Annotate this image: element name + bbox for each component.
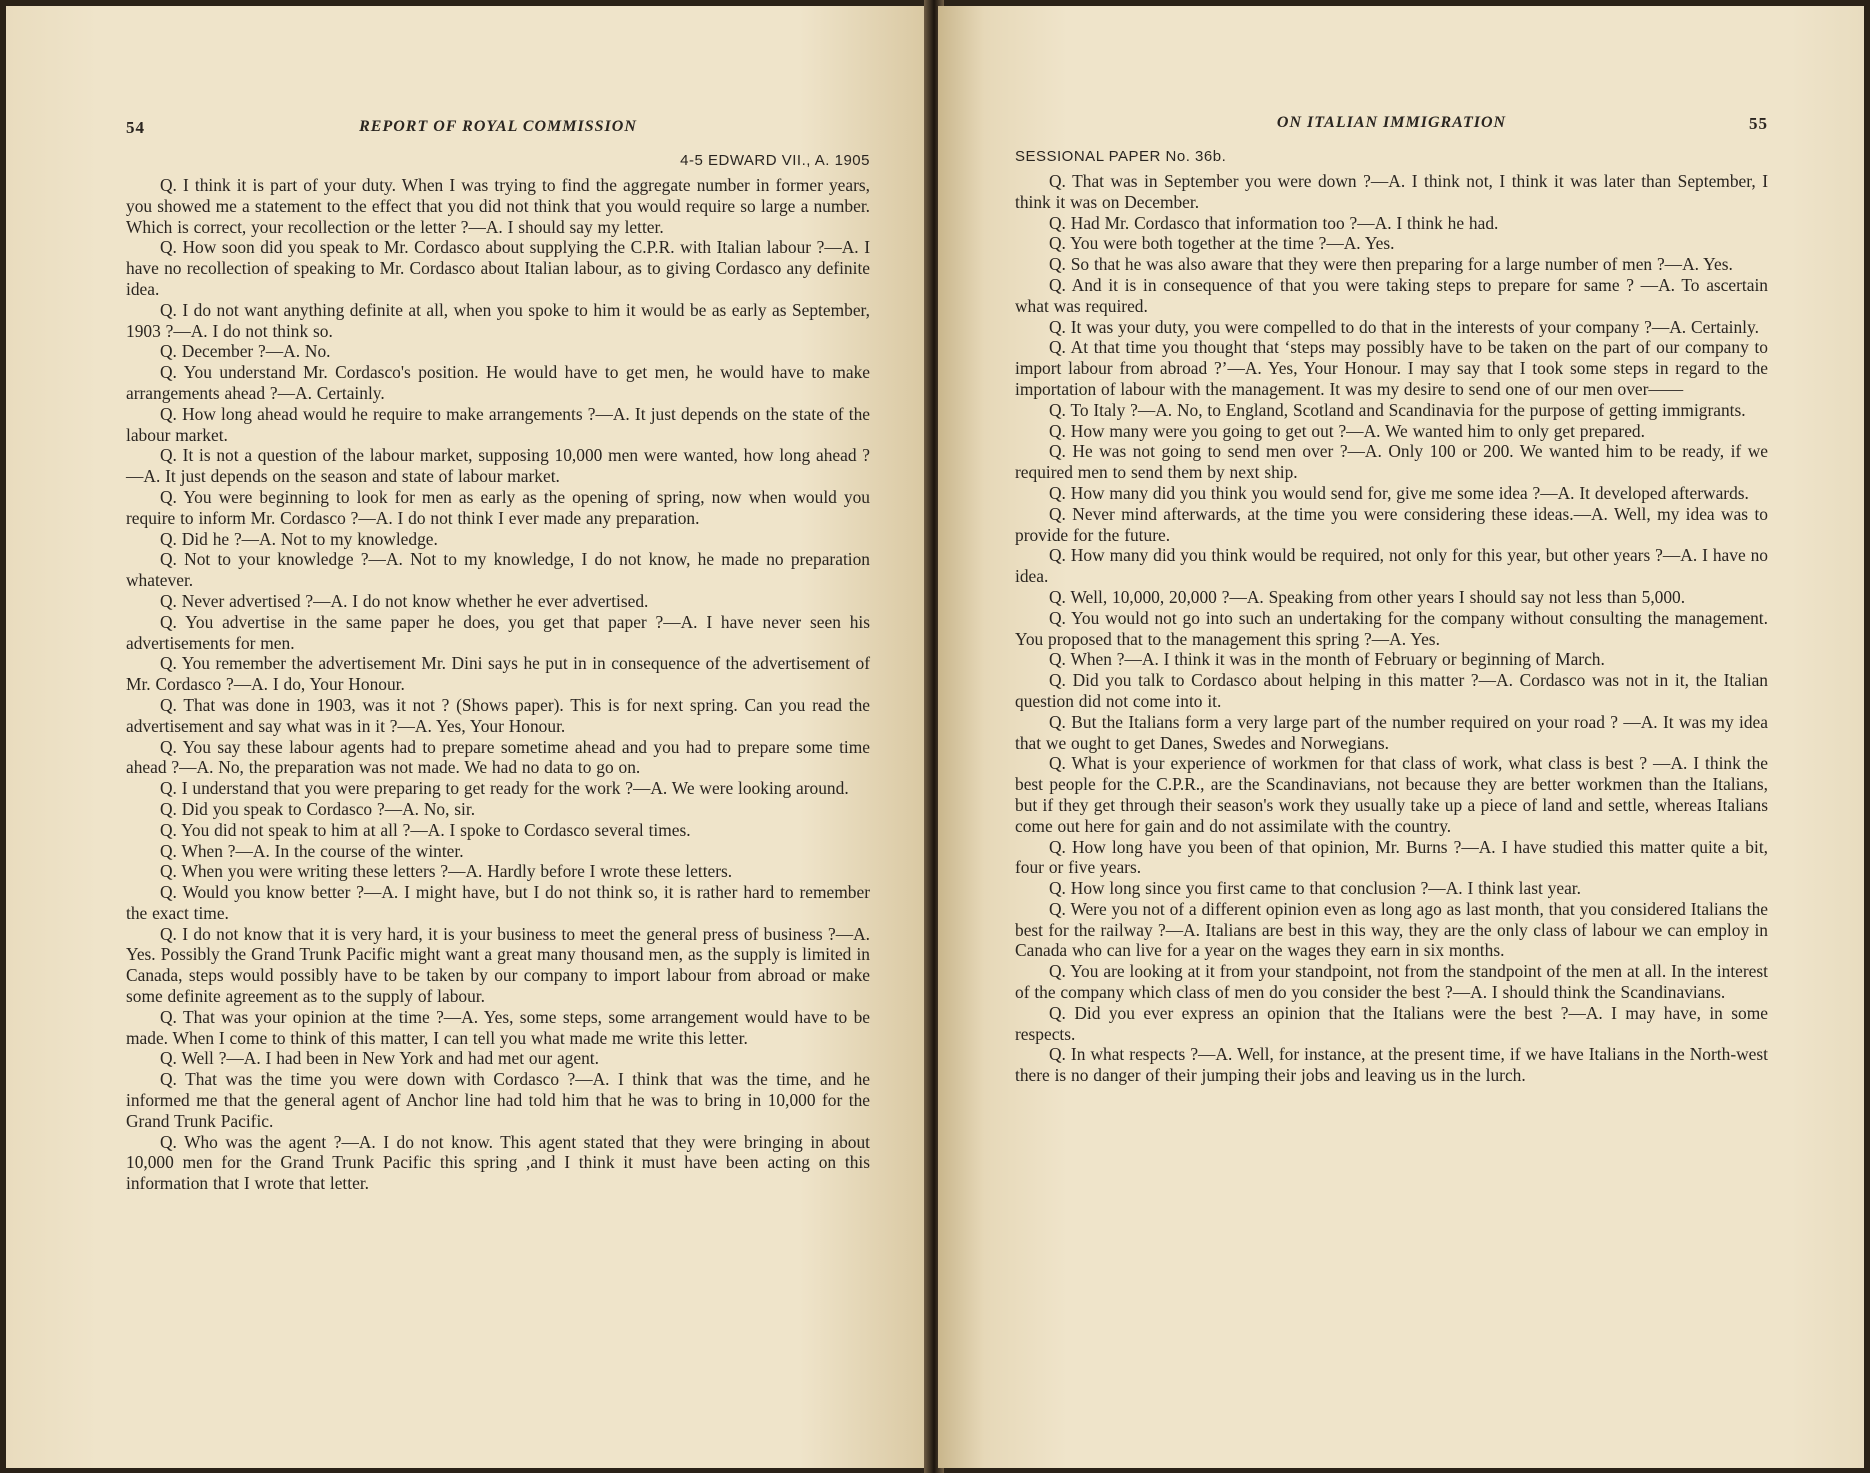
left-running-head <box>126 118 870 148</box>
testimony-paragraph: Q. How long ahead would he require to make arrangements ?—A. It just depends on the state of the labour market. <box>126 403 870 445</box>
left-subheading: 4-5 EDWARD VII., A. 1905 <box>680 152 870 169</box>
testimony-paragraph: Q. Never advertised ?—A. I do not know whether he ever advertised. <box>160 590 649 611</box>
testimony-paragraph: Q. What is your experience of workmen for that class of work, what class is best ? —A. I think the best people for the C.P.R., are the Scandinavians, not because they are better workmen than the Italians, but if they get through their season's work they usually take up a piece of land and settle, whereas Italians come out here for gain and do not assimilate with the country. <box>1015 753 1768 836</box>
testimony-paragraph: Q. You did not speak to him at all ?—A. I spoke to Cordasco several times. <box>160 819 691 840</box>
left-text-column <box>126 175 870 1194</box>
testimony-paragraph: Q. At that time you thought that ‘steps may possibly have to be taken on the part of our company to import labour from abroad ?’—A. Yes, Your Honour. I may say that I took some steps in regard to the importation of labour with the management. It was my desire to send one of our men over—— <box>1015 337 1768 399</box>
testimony-paragraph: Q. Did he ?—A. Not to my knowledge. <box>160 528 438 549</box>
testimony-paragraph: Q. You are looking at it from your standpoint, not from the standpoint of the men at all. In the interest of the company which class of men do you consider the best ?—A. I should think the Scandinavians. <box>1015 961 1768 1003</box>
testimony-paragraph: Q. I understand that you were preparing to get ready for the work ?—A. We were looking around. <box>160 778 849 799</box>
testimony-paragraph: Q. Had Mr. Cordasco that information too ?—A. I think he had. <box>1049 212 1499 233</box>
testimony-paragraph: Q. Well, 10,000, 20,000 ?—A. Speaking from other years I should say not less than 5,000. <box>1049 586 1686 607</box>
testimony-paragraph: Q. When you were writing these letters ?—A. Hardly before I wrote these letters. <box>160 861 733 882</box>
testimony-paragraph: Q. How many did you think would be required, not only for this year, but other years ?—A. I have no idea. <box>1015 545 1768 587</box>
right-subheading: SESSIONAL PAPER No. 36b. <box>1015 148 1227 165</box>
testimony-paragraph: Q. Did you talk to Cordasco about helping in this matter ?—A. Cordasco was not in it, the Italian question did not come into it. <box>1015 670 1768 711</box>
testimony-paragraph: Q. You would not go into such an undertaking for the company without consulting the management. You proposed that to the management this spring ?—A. Yes. <box>1015 607 1768 649</box>
testimony-paragraph: Q. How long since you first came to that conclusion ?—A. I think last year. <box>1049 878 1581 899</box>
testimony-paragraph: Q. Not to your knowledge ?—A. Not to my knowledge, I do not know, he made no preparation whatever. <box>126 549 870 591</box>
testimony-paragraph: Q. How many were you going to get out ?—A. We wanted him to only get prepared. <box>1049 420 1645 441</box>
testimony-paragraph: Q. It is not a question of the labour market, supposing 10,000 men were wanted, how long ahead ?—A. It just depends on the season and state of labour market. <box>126 445 870 487</box>
testimony-paragraph: Q. How many did you think you would send for, give me some idea ?—A. It developed afterwards. <box>1049 482 1749 503</box>
testimony-paragraph: Q. You advertise in the same paper he does, you get that paper ?—A. I have never seen his advertisements for men. <box>126 611 870 653</box>
right-text-column <box>1015 171 1768 1086</box>
testimony-paragraph: Q. So that he was also aware that they were then preparing for a large number of men ?—A. Yes. <box>1049 254 1733 275</box>
right-running-title: ON ITALIAN IMMIGRATION <box>1276 114 1507 131</box>
testimony-paragraph: Q. But the Italians form a very large part of the number required on your road ? —A. It was my idea that we ought to get Danes, Swedes and Norwegians. <box>1015 711 1768 753</box>
testimony-paragraph: Q. Would you know better ?—A. I might have, but I do not think so, it is rather hard to remember the exact time. <box>126 882 870 923</box>
testimony-paragraph: Q. I do not know that it is very hard, it is your business to meet the general press of business ?—A. Yes. Possibly the Grand Trunk Pacific might want a great many thousand men, as the supply is limited in Canada, steps would possibly have to be taken by our company to import labour from abroad or make some definite agreement as to the supply of labour. <box>126 923 870 1007</box>
testimony-paragraph: Q. December ?—A. No. <box>160 341 331 362</box>
right-running-head <box>1015 114 1768 144</box>
testimony-paragraph: Q. You understand Mr. Cordasco's position. He would have to get men, he would have to make arrangements ahead ?—A. Certainly. <box>126 362 870 403</box>
left-running-title: REPORT OF ROYAL COMMISSION <box>359 118 637 135</box>
testimony-paragraph: Q. That was the time you were down with Cordasco ?—A. I think that was the time, and he informed me that the general agent of Anchor line had told him that he was to bring in 10,000 for the Grand Trunk Pacific. <box>126 1069 870 1131</box>
testimony-paragraph: Q. How long have you been of that opinion, Mr. Burns ?—A. I have studied this matter quite a bit, four or five years. <box>1015 836 1768 878</box>
testimony-paragraph: Q. And it is in consequence of that you were taking steps to prepare for same ? —A. To ascertain what was required. <box>1015 274 1768 316</box>
testimony-paragraph: Q. Were you not of a different opinion even as long ago as last month, that you considered Italians the best for the railway ?—A. Italians are best in this way, they are the only class of labour we can employ in Canada who can live for a year on the wages they earn in six months. <box>1015 898 1768 961</box>
testimony-paragraph: Q. That was in September you were down ?—A. I think not, I think it was later than September, I think it was on December. <box>1015 171 1768 212</box>
left-page-number: 54 <box>126 118 145 137</box>
right-page <box>938 6 1864 1468</box>
testimony-paragraph: Q. That was done in 1903, was it not ? (Shows paper). This is for next spring. Can you read the advertisement and say what was in it ?—A. Yes, Your Honour. <box>126 694 870 736</box>
testimony-paragraph: Q. I do not want anything definite at all, when you spoke to him it would be as early as September, 1903 ?—A. I do not think so. <box>126 299 870 341</box>
testimony-paragraph: Q. Well ?—A. I had been in New York and had met our agent. <box>160 1048 599 1069</box>
testimony-paragraph: Q. When ?—A. I think it was in the month of February or beginning of March. <box>1049 649 1605 670</box>
testimony-paragraph: Q. In what respects ?—A. Well, for instance, at the present time, if we have Italians in the North-west there is no danger of their jumping their jobs and leaving us in the lurch. <box>1015 1044 1768 1086</box>
testimony-paragraph: Q. You remember the advertisement Mr. Dini says he put in in consequence of the advertisement of Mr. Cordasco ?—A. I do, Your Honour. <box>126 653 870 695</box>
testimony-paragraph: Q. You were beginning to look for men as early as the opening of spring, now when would you require to inform Mr. Cordasco ?—A. I do not think I ever made any preparation. <box>126 486 870 528</box>
testimony-paragraph: Q. When ?—A. In the course of the winter. <box>160 840 464 861</box>
testimony-paragraph: Q. Did you ever express an opinion that the Italians were the best ?—A. I may have, in some respects. <box>1015 1002 1768 1044</box>
testimony-paragraph: Q. I think it is part of your duty. When I was trying to find the aggregate number in former years, you showed me a statement to the effect that you did not think that you would require so large a number. Which is correct, your recollection or the letter ?—A. I should say my letter. <box>126 175 870 237</box>
right-page-number: 55 <box>1749 114 1768 133</box>
testimony-paragraph: Q. To Italy ?—A. No, to England, Scotland and Scandinavia for the purpose of getting immigrants. <box>1049 399 1746 420</box>
testimony-paragraph: Q. That was your opinion at the time ?—A. Yes, some steps, some arrangement would have to be made. When I come to think of this matter, I can tell you what made me write this letter. <box>126 1006 870 1048</box>
testimony-paragraph: Q. Never mind afterwards, at the time you were considering these ideas.—A. Well, my idea was to provide for the future. <box>1015 503 1768 545</box>
testimony-paragraph: Q. Who was the agent ?—A. I do not know. This agent stated that they were bringing in about 10,000 men for the Grand Trunk Pacific this spring ,and I think it must have been acting on this information that I wrote that letter. <box>126 1131 870 1194</box>
left-page <box>6 6 928 1468</box>
testimony-paragraph: Q. You say these labour agents had to prepare sometime ahead and you had to prepare some time ahead ?—A. No, the preparation was not made. We had no data to go on. <box>126 736 870 778</box>
testimony-paragraph: Q. How soon did you speak to Mr. Cordasco about supplying the C.P.R. with Italian labour ?—A. I have no recollection of speaking to Mr. Cordasco about Italian labour, as to giving Cordasco any definite idea. <box>126 237 870 299</box>
testimony-paragraph: Q. You were both together at the time ?—A. Yes. <box>1049 233 1395 254</box>
testimony-paragraph: Q. He was not going to send men over ?—A. Only 100 or 200. We wanted him to be ready, if we required men to send them by next ship. <box>1015 441 1768 483</box>
testimony-paragraph: Q. It was your duty, you were compelled to do that in the interests of your company ?—A. Certainly. <box>1049 316 1759 337</box>
testimony-paragraph: Q. Did you speak to Cordasco ?—A. No, sir. <box>160 798 476 819</box>
